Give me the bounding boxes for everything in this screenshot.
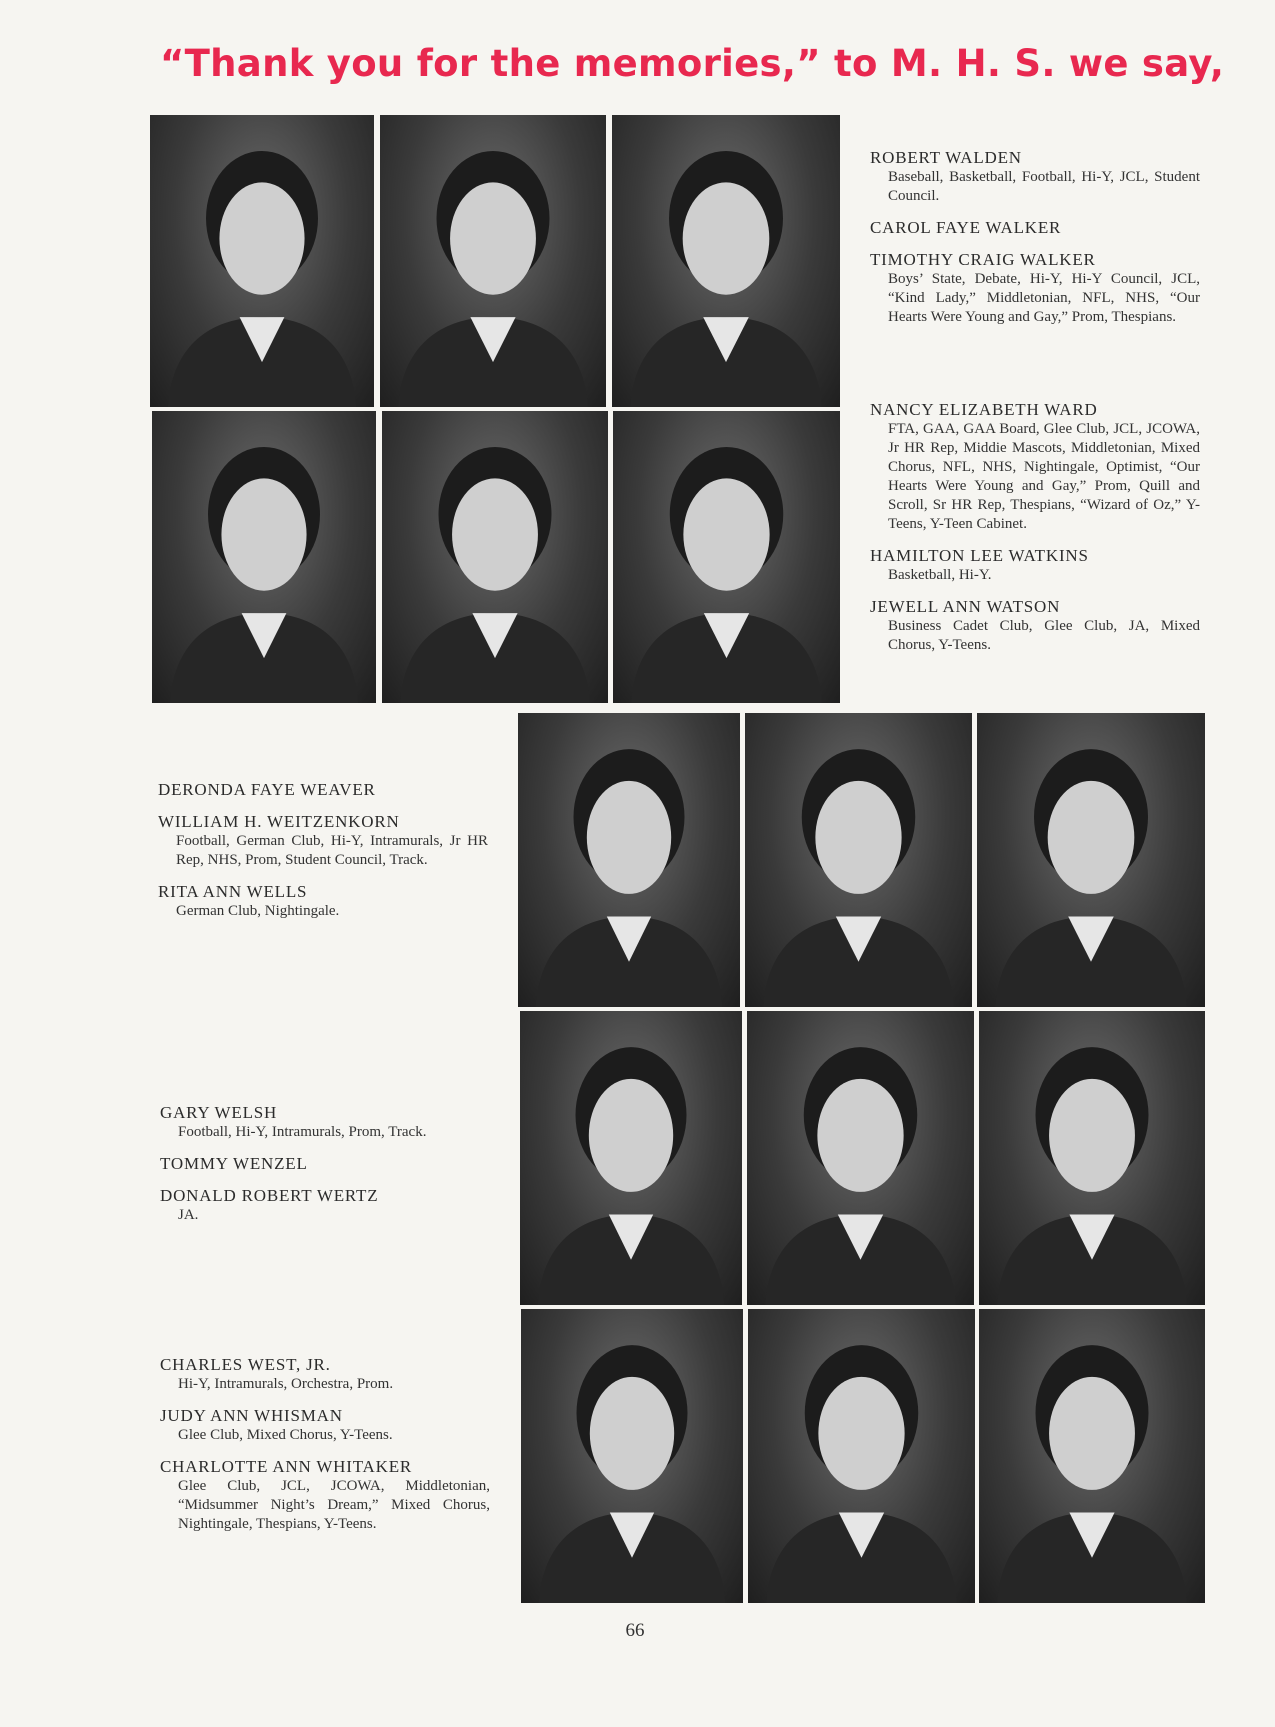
student-portrait xyxy=(518,713,740,1007)
student-activities: German Club, Nightingale. xyxy=(176,903,340,919)
entries-right-top xyxy=(870,148,1200,339)
portrait-silhouette-icon xyxy=(150,115,374,407)
portrait-silhouette-icon xyxy=(979,1309,1205,1603)
student-activities: JA. xyxy=(178,1207,199,1223)
student-activities: FTA, GAA, GAA Board, Glee Club, JCL, JCOWA, Jr HR Rep, Middie Mascots, Middletonian, Mixed Chorus, NFL, NHS, Nightingale, Optimist, “Our Hearts Were Young and Gay,” Prom, Quill and Scroll, Sr HR Rep, Thespians, “Wizard of Oz,” Y-Teens, Y-Teen Cabinet. xyxy=(888,421,1200,532)
student-portrait xyxy=(747,1011,974,1305)
student-name: CHARLOTTE ANN WHITAKER xyxy=(160,1457,413,1476)
student-name: DONALD ROBERT WERTZ xyxy=(160,1186,379,1205)
student-entry xyxy=(160,1355,490,1394)
entries-right-bottom xyxy=(870,400,1200,667)
student-name: CHARLES WEST, JR. xyxy=(160,1355,331,1374)
portrait-silhouette-icon xyxy=(979,1011,1205,1305)
entries-left-1 xyxy=(158,780,488,933)
portrait-silhouette-icon xyxy=(745,713,972,1007)
page-headline: “Thank you for the memories,” to M. H. S. we say, xyxy=(160,42,1225,85)
portrait-silhouette-icon xyxy=(518,713,740,1007)
student-activities: Glee Club, Mixed Chorus, Y-Teens. xyxy=(178,1427,393,1443)
student-entry xyxy=(158,812,488,870)
student-activities: Basketball, Hi-Y. xyxy=(888,567,992,583)
entries-left-2 xyxy=(160,1103,490,1237)
student-entry xyxy=(160,1103,490,1142)
student-portrait xyxy=(380,115,606,407)
student-entry xyxy=(158,780,488,800)
student-entry xyxy=(160,1154,490,1174)
photo-grid-top xyxy=(150,115,840,703)
student-name: HAMILTON LEE WATKINS xyxy=(870,546,1089,565)
student-portrait xyxy=(977,713,1205,1007)
student-name: GARY WELSH xyxy=(160,1103,278,1122)
student-portrait xyxy=(382,411,608,703)
student-name: WILLIAM H. WEITZENKORN xyxy=(158,812,400,831)
portrait-silhouette-icon xyxy=(613,411,840,703)
student-activities: Business Cadet Club, Glee Club, JA, Mixed Chorus, Y-Teens. xyxy=(888,618,1200,653)
student-portrait xyxy=(520,1011,742,1305)
student-portrait xyxy=(748,1309,975,1603)
student-name: TOMMY WENZEL xyxy=(160,1154,308,1173)
student-entry xyxy=(160,1186,490,1225)
portrait-silhouette-icon xyxy=(612,115,840,407)
student-name: CAROL FAYE WALKER xyxy=(870,218,1062,237)
student-name: NANCY ELIZABETH WARD xyxy=(870,400,1098,419)
student-entry xyxy=(160,1406,490,1445)
student-entry xyxy=(870,546,1200,585)
student-portrait xyxy=(979,1011,1205,1305)
portrait-silhouette-icon xyxy=(382,411,608,703)
portrait-silhouette-icon xyxy=(748,1309,975,1603)
student-activities: Football, Hi-Y, Intramurals, Prom, Track. xyxy=(178,1124,427,1140)
student-portrait xyxy=(745,713,972,1007)
student-activities: Football, German Club, Hi-Y, Intramurals, Jr HR Rep, NHS, Prom, Student Council, Track. xyxy=(176,833,488,868)
student-entry xyxy=(870,250,1200,327)
student-entry xyxy=(158,882,488,921)
portrait-silhouette-icon xyxy=(747,1011,974,1305)
student-entry xyxy=(870,148,1200,206)
student-portrait xyxy=(521,1309,743,1603)
student-entry xyxy=(160,1457,490,1534)
student-activities: Baseball, Basketball, Football, Hi-Y, JCL, Student Council. xyxy=(888,169,1200,204)
student-entry xyxy=(870,597,1200,655)
page-number: 66 xyxy=(625,1620,645,1641)
student-name: JUDY ANN WHISMAN xyxy=(160,1406,343,1425)
student-portrait xyxy=(150,115,374,407)
student-entry xyxy=(870,218,1200,238)
student-portrait xyxy=(612,115,840,407)
student-name: JEWELL ANN WATSON xyxy=(870,597,1061,616)
portrait-silhouette-icon xyxy=(152,411,376,703)
student-portrait xyxy=(979,1309,1205,1603)
portrait-silhouette-icon xyxy=(521,1309,743,1603)
student-activities: Glee Club, JCL, JCOWA, Middletonian, “Midsummer Night’s Dream,” Mixed Chorus, Nightingale, Thespians, Y-Teens. xyxy=(178,1478,490,1532)
entries-left-3 xyxy=(160,1355,490,1546)
portrait-silhouette-icon xyxy=(520,1011,742,1305)
portrait-silhouette-icon xyxy=(977,713,1205,1007)
student-activities: Boys’ State, Debate, Hi-Y, Hi-Y Council, JCL, “Kind Lady,” Middletonian, NFL, NHS, “Our Hearts Were Young and Gay,” Prom, Thespians. xyxy=(888,271,1200,325)
student-name: DERONDA FAYE WEAVER xyxy=(158,780,376,799)
student-name: TIMOTHY CRAIG WALKER xyxy=(870,250,1096,269)
portrait-silhouette-icon xyxy=(380,115,606,407)
student-portrait xyxy=(613,411,840,703)
student-portrait xyxy=(152,411,376,703)
student-name: RITA ANN WELLS xyxy=(158,882,308,901)
student-name: ROBERT WALDEN xyxy=(870,148,1022,167)
photo-grid-bottom xyxy=(518,713,1205,1603)
student-entry xyxy=(870,400,1200,534)
student-activities: Hi-Y, Intramurals, Orchestra, Prom. xyxy=(178,1376,394,1392)
